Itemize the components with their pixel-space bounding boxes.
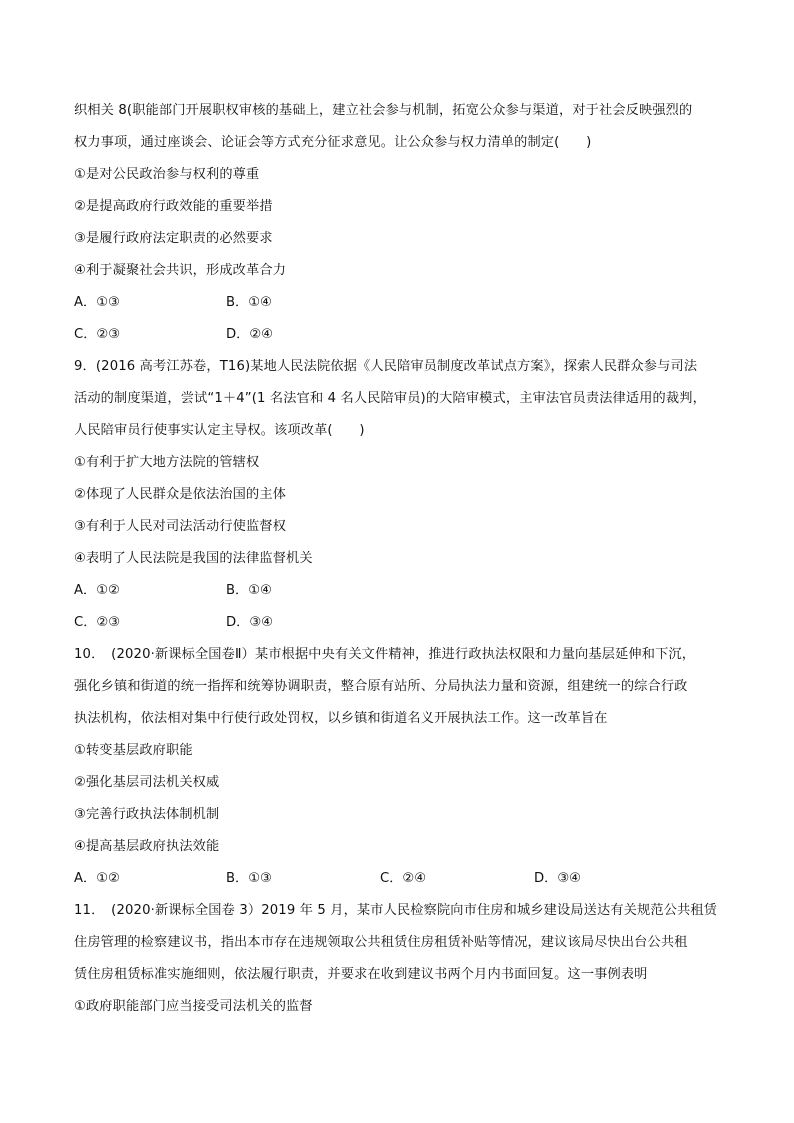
q10-option-b: B．①③ bbox=[226, 871, 272, 886]
q10-statement-4: ④提高基层政府执法效能 bbox=[74, 839, 220, 854]
q8-stem-line-1: 织相关 8(职能部门开展职权审核的基础上，建立社会参与机制，拓宽公众参与渠道，对于社会反映强烈的 bbox=[74, 103, 693, 118]
q9-stem-line-3: 人民陪审员行使事实认定主导权。该项改革( ) bbox=[74, 423, 365, 438]
q10-statement-2: ②强化基层司法机关权威 bbox=[74, 775, 220, 790]
q9-option-b: B．①④ bbox=[226, 583, 272, 598]
q10-statement-3: ③完善行政执法体制机制 bbox=[74, 807, 220, 822]
q10-option-c: C．②④ bbox=[380, 871, 427, 886]
q8-option-d: D．②④ bbox=[226, 327, 273, 342]
q9-option-d: D．③④ bbox=[226, 615, 273, 630]
q10-stem-line-1: 10． (2020·新课标全国卷Ⅱ）某市根据中央有关文件精神，推进行政执法权限和力量向基层延伸和下沉， bbox=[74, 647, 696, 662]
q10-stem-line-3: 执法机构，依法相对集中行使行政处罚权，以乡镇和街道名义开展执法工作。这一改革旨在 bbox=[74, 711, 608, 726]
q9-stem-line-2: 活动的制度渠道，尝试“1＋4”(1 名法官和 4 名人民陪审员)的大陪审模式，主审法官员责法律适用的裁判， bbox=[74, 391, 706, 406]
q9-statement-1: ①有利于扩大地方法院的管辖权 bbox=[74, 455, 260, 470]
q8-option-a: A．①③ bbox=[74, 295, 120, 310]
q10-option-a: A．①② bbox=[74, 871, 120, 886]
q8-option-c: C．②③ bbox=[74, 327, 121, 342]
q11-stem-line-1: 11． (2020·新课标全国卷 3）2019 年 5 月，某市人民检察院向市住房和城乡建设局送达有关规范公共租赁 bbox=[74, 903, 718, 918]
q8-statement-4: ④利于凝聚社会共识，形成改革合力 bbox=[74, 263, 287, 278]
q10-statement-1: ①转变基层政府职能 bbox=[74, 743, 193, 758]
q8-statement-3: ③是履行政府法定职责的必然要求 bbox=[74, 231, 273, 246]
q9-statement-4: ④表明了人民法院是我国的法律监督机关 bbox=[74, 551, 313, 566]
q9-stem-line-1: 9．(2016 高考江苏卷，T16)某地人民法院依据《人民陪审员制度改革试点方案》，探索人民群众参与司法 bbox=[74, 359, 698, 374]
q9-option-c: C．②③ bbox=[74, 615, 121, 630]
q8-statement-1: ①是对公民政治参与权利的尊重 bbox=[74, 167, 260, 182]
q8-statement-2: ②是提高政府行政效能的重要举措 bbox=[74, 199, 273, 214]
q8-stem-line-2: 权力事项，通过座谈会、论证会等方式充分征求意见。让公众参与权力清单的制定( ) bbox=[74, 135, 592, 150]
q11-statement-1: ①政府职能部门应当接受司法机关的监督 bbox=[74, 999, 313, 1014]
q10-stem-line-2: 强化乡镇和街道的统一指挥和统筹协调职责，整合原有站所、分局执法力量和资源，组建统一的综合行政 bbox=[74, 679, 688, 694]
q9-option-a: A．①② bbox=[74, 583, 120, 598]
q8-option-b: B．①④ bbox=[226, 295, 272, 310]
q9-statement-3: ③有利于人民对司法活动行使监督权 bbox=[74, 519, 287, 534]
q11-stem-line-3: 赁住房租赁标准实施细则，依法履行职责，并要求在收到建议书两个月内书面回复。这一事例表明 bbox=[74, 967, 648, 982]
q11-stem-line-2: 住房管理的检察建议书，指出本市存在违规领取公共租赁住房租赁补贴等情况，建议该局尽快出台公共租 bbox=[74, 935, 688, 950]
q10-option-d: D．③④ bbox=[534, 871, 581, 886]
q9-statement-2: ②体现了人民群众是依法治国的主体 bbox=[74, 487, 287, 502]
